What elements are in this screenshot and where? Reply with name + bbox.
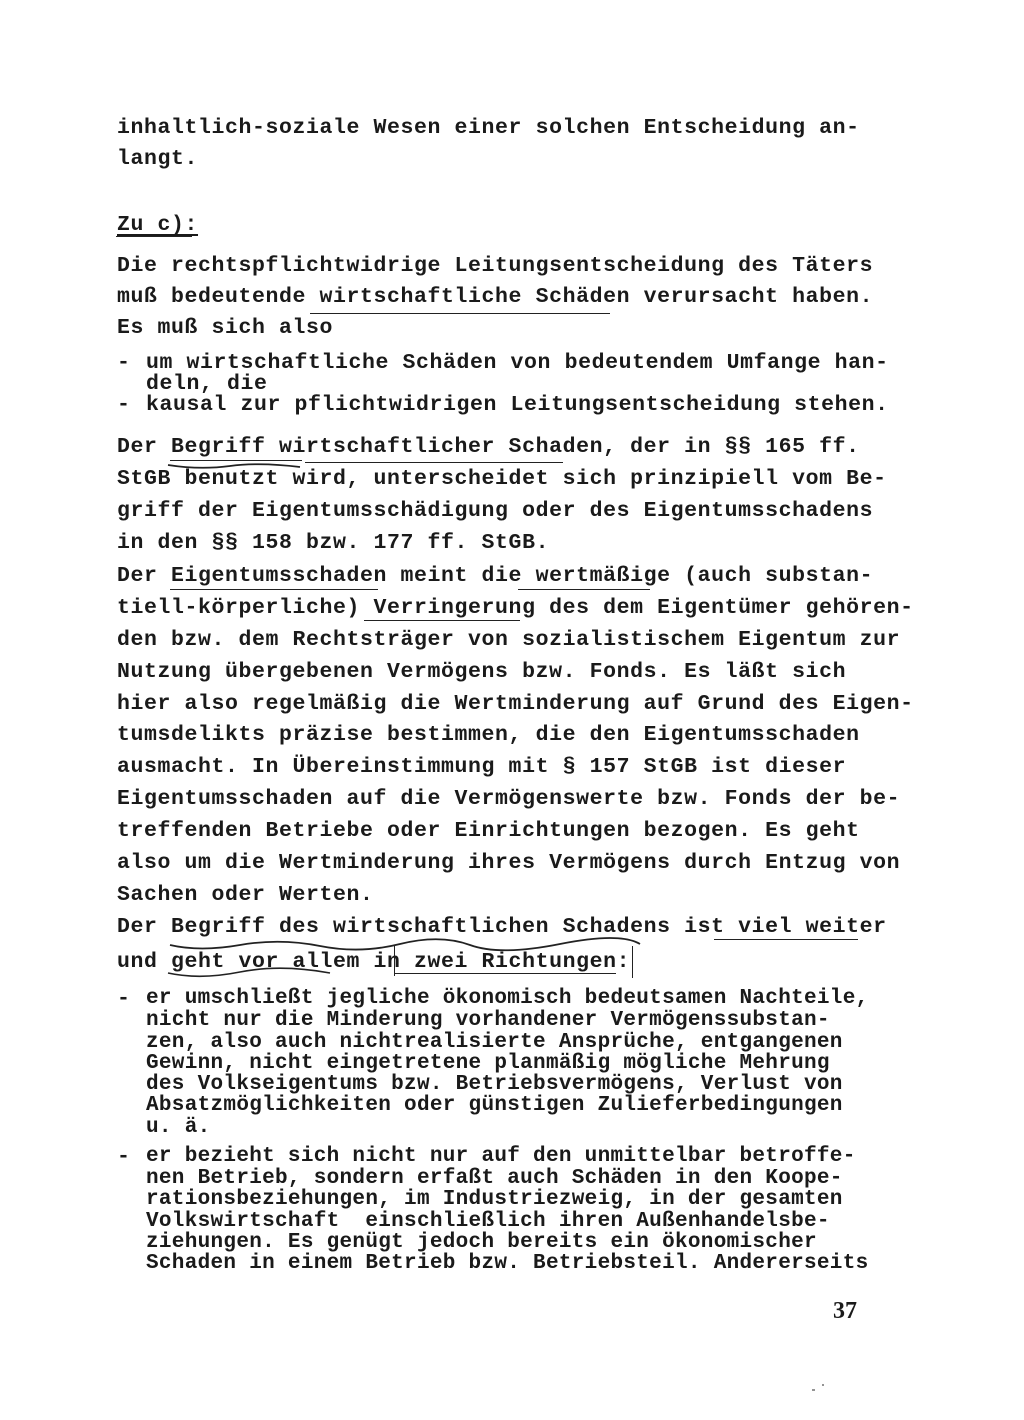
text-line: und geht vor allem in zwei Richtungen: (117, 950, 631, 974)
list-marker: - (117, 351, 130, 375)
list-item-line: nen Betrieb, sondern erfaßt auch Schäden in den Koope- (146, 1167, 843, 1190)
list-item-line: rationsbeziehungen, im Industriezweig, in der gesamten (146, 1188, 843, 1211)
text-line: Der Eigentumsschaden meint die wertmäßige (auch substan- (117, 564, 874, 588)
list-item-line: deln, die (146, 372, 268, 396)
list-item-line: u. ä. (146, 1116, 211, 1139)
wavy-underline (168, 968, 330, 976)
list-marker: - (117, 987, 130, 1011)
list-item-line: Absatzmöglichkeiten oder günstigen Zulieferbedingungen (146, 1094, 843, 1117)
text-line: Sachen oder Werten. (117, 883, 374, 907)
list-item-line: Schaden in einem Betrieb bzw. Betriebsteil. Andererseits (146, 1252, 869, 1275)
text-line: Der Begriff wirtschaftlicher Schaden, der in §§ 165 ff. (117, 435, 860, 459)
wavy-underline (170, 938, 640, 950)
list-marker: - (117, 393, 130, 417)
list-item-line: kausal zur pflichtwidrigen Leitungsentscheidung stehen. (146, 393, 889, 417)
list-item-line: des Volkseigentums bzw. Betriebsvermögens, Verlust von (146, 1073, 843, 1096)
text-line: Nutzung übergebenen Vermögens bzw. Fonds. Es läßt sich (117, 660, 847, 684)
text-line: ausmacht. In Übereinstimmung mit § 157 StGB ist dieser (117, 755, 847, 779)
text-line: tiell-körperliche) Verringerung des dem Eigentümer gehören- (117, 596, 914, 620)
page-number: 37 (833, 1298, 857, 1324)
text-line: Eigentumsschaden auf die Vermögenswerte bzw. Fonds der be- (117, 787, 901, 811)
wavy-underline (168, 464, 300, 468)
text-line: inhaltlich-soziale Wesen einer solchen Entscheidung an- (117, 116, 860, 140)
section-heading: Zu c): (117, 213, 199, 237)
text-line: Es muß sich also (117, 316, 334, 340)
text-line: StGB benutzt wird, unterscheidet sich prinzipiell vom Be- (117, 467, 887, 491)
text-line: den bzw. dem Rechtsträger von sozialistischem Eigentum zur (117, 628, 901, 652)
text-line: also um die Wertminderung ihres Vermögens durch Entzug von (117, 851, 901, 875)
text-line: griff der Eigentumsschädigung oder des Eigentumsschadens (117, 499, 874, 523)
list-item-line: zen, also auch nichtrealisierte Ansprüche, entgangenen (146, 1031, 843, 1054)
text-line: tumsdelikts präzise bestimmen, die den Eigentumsschaden (117, 723, 860, 747)
list-marker: - (117, 1145, 130, 1169)
text-line: treffenden Betriebe oder Einrichtungen bezogen. Es geht (117, 819, 860, 843)
list-item-line: Volkswirtschaft einschließlich ihren Außenhandelsbe- (146, 1210, 830, 1233)
scan-speck (812, 1385, 824, 1390)
list-item-line: nicht nur die Minderung vorhandener Vermögenssubstan- (146, 1009, 830, 1032)
text-line: muß bedeutende wirtschaftliche Schäden verursacht haben. (117, 285, 874, 309)
text-line: langt. (117, 147, 199, 171)
list-item-line: ziehungen. Es genügt jedoch bereits ein ökonomischer (146, 1231, 817, 1254)
list-item-line: er umschließt jegliche ökonomisch bedeutsamen Nachteile, (146, 987, 869, 1010)
list-item-line: Gewinn, nicht eingetretene planmäßig mögliche Mehrung (146, 1052, 830, 1075)
list-item-line: er bezieht sich nicht nur auf den unmittelbar betroffe- (146, 1145, 856, 1168)
text-line: hier also regelmäßig die Wertminderung auf Grund des Eigen- (117, 692, 914, 716)
text-line: Die rechtspflichtwidrige Leitungsentscheidung des Täters (117, 254, 874, 278)
text-line: in den §§ 158 bzw. 177 ff. StGB. (117, 531, 550, 555)
text-line: Der Begriff des wirtschaftlichen Schadens ist viel weiter (117, 915, 887, 939)
list-item-line: um wirtschaftliche Schäden von bedeutendem Umfange han- (146, 351, 889, 375)
